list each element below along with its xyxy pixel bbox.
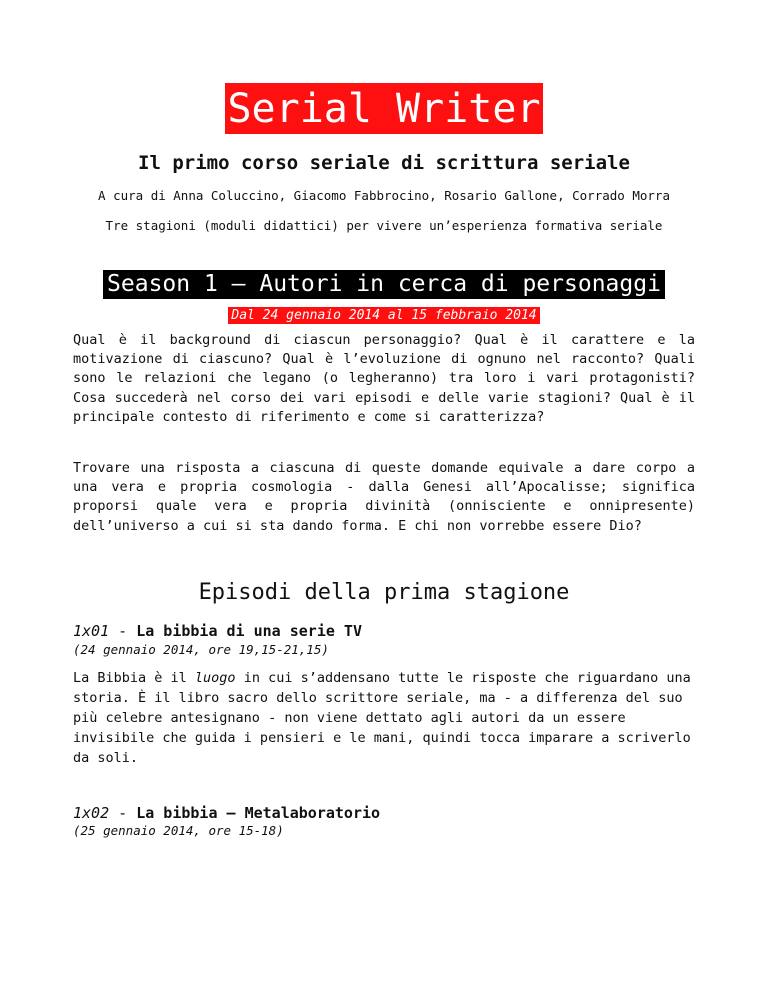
episode-separator: - — [109, 622, 137, 640]
course-tagline: Tre stagioni (moduli didattici) per vivere un’esperienza formativa seriale — [105, 218, 663, 233]
episode-title — [73, 622, 362, 640]
episode-desc-start: La Bibbia è il — [73, 670, 195, 686]
course-title-text: Serial Writer — [225, 83, 542, 134]
intro-paragraph-2: Trovare una risposta a ciascuna di queste domande equivale a dare corpo a una vera e propria cosmologia - dalla Genesi all’Apocalisse; significa proporsi quale vera e propria divinità (onnisciente e onnipresente) dell’universo a cui si sta dando forma. E chi non vorrebbe essere Dio? — [73, 460, 695, 534]
episode-separator: - — [109, 804, 137, 822]
season-dates — [0, 304, 768, 324]
intro-paragraph-1: Qual è il background di ciascun personaggio? Qual è il carattere e la motivazione di ciascuno? Qual è l’evoluzione di ognuno nel racconto? Quali sono le relazioni che legano (o legheranno) tra loro i vari protagonisti? Cosa succederà nel corso dei vari episodi e delle varie stagioni? Qual è il principale contesto di riferimento e come si caratterizza? — [73, 332, 695, 425]
episode-name: La bibbia – Metalaboratorio — [136, 804, 381, 822]
episode-description — [73, 668, 698, 768]
season-title-text: Season 1 – Autori in cerca di personaggi — [103, 270, 665, 299]
season-dates-text: Dal 24 gennaio 2014 al 15 febbraio 2014 — [228, 307, 539, 324]
course-title — [0, 83, 768, 134]
episode-name: La bibbia di una serie TV — [136, 622, 362, 640]
episode-number: 1x02 — [73, 804, 110, 822]
course-subtitle: Il primo corso seriale di scrittura seriale — [138, 152, 630, 174]
episodes-heading: Episodi della prima stagione — [198, 580, 570, 605]
episode-date: (25 gennaio 2014, ore 15-18) — [73, 823, 284, 838]
episode-title — [73, 804, 380, 822]
episode-desc-emphasis: luogo — [194, 670, 236, 686]
episode-date: (24 gennaio 2014, ore 19,15-21,15) — [73, 642, 329, 657]
authors-credits: A cura di Anna Coluccino, Giacomo Fabbrocino, Rosario Gallone, Corrado Morra — [98, 188, 670, 203]
episode-desc-end: in cui s’addensano tutte le risposte che riguardano una storia. È il libro sacro dello scrittore seriale, ma - a differenza del suo più celebre antesignano - non viene dettato agli autori da un essere invisibile che guida i pensieri e le mani, quindi tocca imparare a scriverlo da soli. — [73, 670, 691, 766]
season-title — [0, 270, 768, 299]
episode-number: 1x01 — [73, 622, 110, 640]
